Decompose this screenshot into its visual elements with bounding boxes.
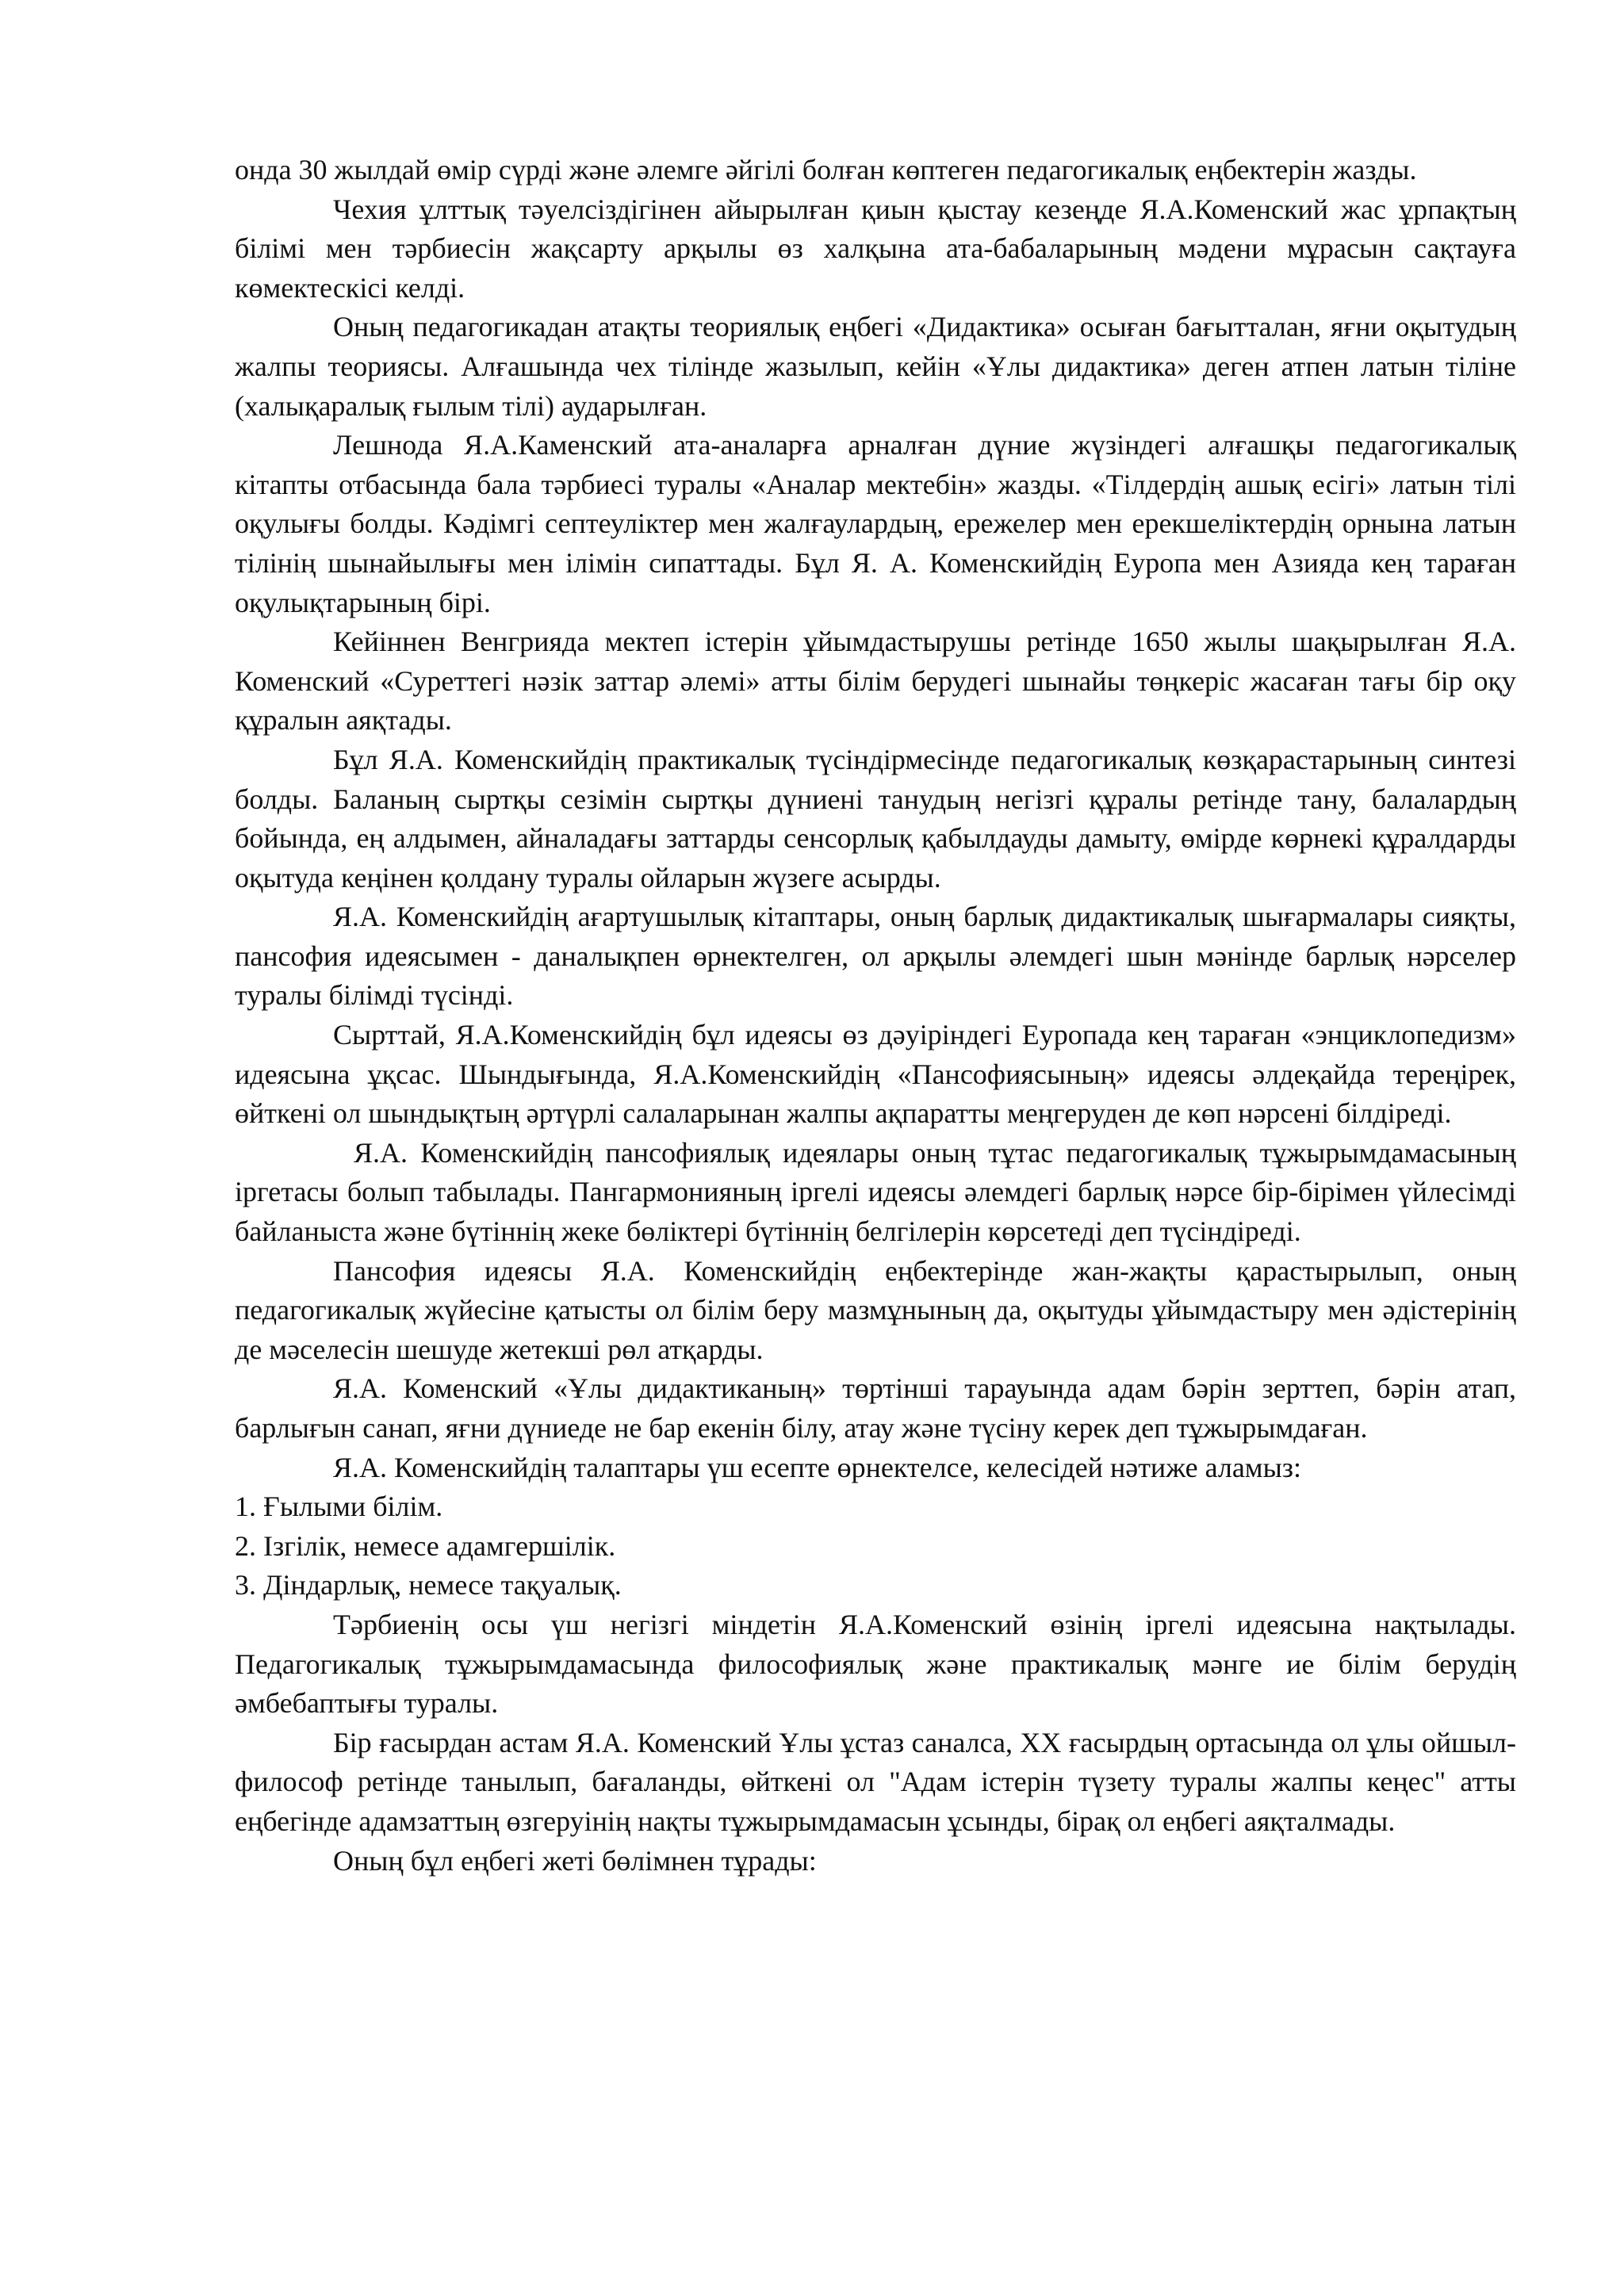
paragraph-9: Я.А. Коменскийдің пансофиялық идеялары оның тұтас педагогикалық тұжырымдамасының іргетасы болып табылады. Пангармонияның іргелі идеясы әлемдегі барлық нәрсе бір-бірімен үйлесімді байланыста және бүтіннің жеке бөліктері бүтіннің белгілерін көрсетеді деп түсіндіреді. (235, 1136, 1516, 1248)
paragraph-2: Чехия ұлттық тәуелсіздігінен айырылған қиын қыстау кезеңде Я.А.Коменский жас ұрпақтың білімі мен тәрбиесін жақсарту арқылы өз халқына ата-бабаларының мәдени мұрасын сақтауға көмектескісі келді. (235, 193, 1516, 304)
paragraph-7: Я.А. Коменскийдің ағартушылық кітаптары, оның барлық дидактикалық шығармалары сияқты, пансофия идеясымен - даналықпен өрнектелген, ол арқылы әлемдегі шын мәнінде барлық нәрселер туралы білімді түсінді. (235, 901, 1516, 1012)
paragraph-3: Оның педагогикадан атақты теориялық еңбегі «Дидактика» осыған бағытталан, яғни оқытудың жалпы теориясы. Алғашында чех тілінде жазылып, кейін «Ұлы дидактика» деген атпен латын тіліне (халықаралық ғылым тілі) аударылған. (235, 311, 1516, 422)
list-item-3: 3. Діндарлық, немесе тақуалық. (235, 1569, 622, 1601)
paragraph-15: Оның бұл еңбегі жеті бөлімнен тұрады: (333, 1844, 817, 1877)
paragraph-14: Бір ғасырдан астам Я.А. Коменский Ұлы ұстаз саналса, XX ғасырдың ортасында ол ұлы ойшыл-философ ретінде танылып, бағаланды, өйткені ол "Адам істерін түзету туралы жалпы кеңес" атты еңбегінде адамзаттың өзгеруінің нақты тұжырымдамасын ұсынды, бірақ ол еңбегі аяқталмады. (235, 1726, 1516, 1837)
document-page (235, 151, 1516, 1881)
paragraph-6: Бұл Я.А. Коменскийдің практикалық түсіндірмесінде педагогикалық көзқарастарының синтезі болды. Баланың сыртқы сезімін сыртқы дүниені танудың негізгі құралы ретінде тану, балалардың бойында, ең алдымен, айналадағы заттарды сенсорлық қабылдауды дамыту, өмірде көрнекі құралдарды оқытуда кеңінен қолдану туралы ойларын жүзеге асырды. (235, 743, 1516, 894)
paragraph-5: Кейіннен Венгрияда мектеп істерін ұйымдастырушы ретінде 1650 жылы шақырылған Я.А. Коменский «Суреттегі нәзік заттар әлемі» атты білім берудегі шынайы төңкеріс жасаған тағы бір оқу құралын аяқтады. (235, 626, 1516, 737)
paragraph-4: Лешнода Я.А.Каменский ата-аналарға арналған дүние жүзіндегі алғашқы педагогикалық кітапты отбасында бала тәрбиесі туралы «Аналар мектебін» жазды. «Тілдердің ашық есігі» латын тілі оқулығы болды. Кәдімгі септеуліктер мен жалғаулардың, ережелер мен ерекшеліктердің орнына латын тілінің шынайылығы мен ілімін сипаттады. Бұл Я. А. Коменскийдің Еуропа мен Азияда кең тараған оқулықтарының бірі. (235, 429, 1516, 618)
paragraph-10: Пансофия идеясы Я.А. Коменскийдің еңбектерінде жан-жақты қарастырылып, оның педагогикалық жүйесіне қатысты ол білім беру мазмұнының да, оқытуды ұйымдастыру мен әдістерінің де мәселесін шешуде жетекші рөл атқарды. (235, 1254, 1516, 1365)
paragraph-1: онда 30 жылдай өмір сүрді және әлемге әйгілі болған көптеген педагогикалық еңбектерін жазды. (235, 154, 1417, 186)
paragraph-11: Я.А. Коменский «Ұлы дидактиканың» төртінші тарауында адам бәрін зерттеп, бәрін атап, барлығын санап, яғни дүниеде не бар екенін білу, атау және түсіну керек деп тұжырымдаған. (235, 1372, 1516, 1444)
list-item-2: 2. Ізгілік, немесе адамгершілік. (235, 1529, 616, 1562)
paragraph-12: Я.А. Коменскийдің талаптары үш есепте өрнектелсе, келесідей нәтиже аламыз: (333, 1451, 1301, 1483)
list-item-1: 1. Ғылыми білім. (235, 1490, 443, 1523)
paragraph-13: Тәрбиенің осы үш негізгі міндетін Я.А.Коменский өзінің іргелі идеясына нақтылады. Педагогикалық тұжырымдамасында философиялық және практикалық мәнге ие білім берудің әмбебаптығы туралы. (235, 1608, 1516, 1720)
paragraph-8: Сырттай, Я.А.Коменскийдің бұл идеясы өз дәуіріндегі Еуропада кең тараған «энциклопедизм» идеясына ұқсас. Шындығында, Я.А.Коменскийдің «Пансофиясының» идеясы әлдеқайда тереңірек, өйткені ол шындықтың әртүрлі салаларынан жалпы ақпаратты меңгеруден де көп нәрсені білдіреді. (235, 1019, 1516, 1130)
